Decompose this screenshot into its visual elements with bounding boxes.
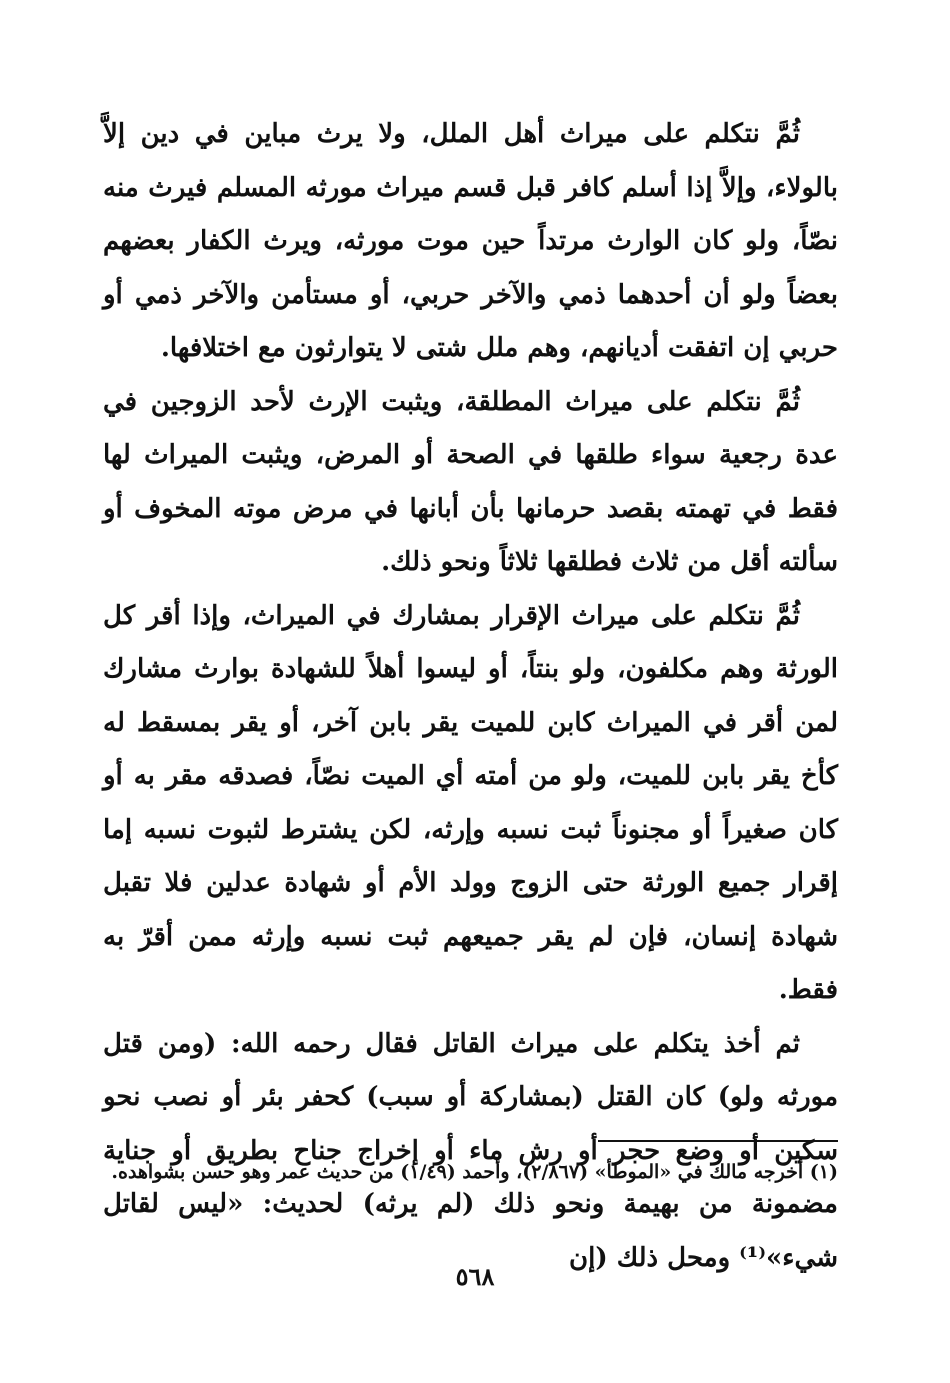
footnote-divider: [598, 1140, 838, 1142]
main-text: [103, 108, 838, 1285]
page-number: ٥٦٨: [455, 1262, 495, 1291]
footnote: (١) أخرجه مالك في «الموطأ» (٢/٨٦٧)، وأحمد (١/٤٩) من حديث عمر وهو حسن بشواهده.: [111, 1161, 838, 1183]
paragraph-acknowledgment-inheritance: ثُمَّ نتكلم على ميراث الإقرار بمشارك في الميراث، وإذا أقر كل الورثة وهم مكلفون، ولو بنتاً، أو ليسوا أهلاً للشهادة بوارث مشارك لمن أقر في الميراث كابن للميت يقر بابن آخر، أو يقر بمسقط له كأخ يقر بابن للميت، ولو من أمته أي الميت نصّاً، فصدقه مقر به أو كان صغيراً أو مجنوناً ثبت نسبه وإرثه، لكن يشترط لثبوت نسبه إما إقرار جميع الورثة حتى الزوج وولد الأم أو شهادة عدلين فلا تقبل شهادة إنسان، فإن لم يقر جميعهم ثبت نسبه وإرثه ممن أقرّ به فقط.: [103, 600, 838, 1005]
paragraph-divorced-inheritance: ثُمَّ نتكلم على ميراث المطلقة، ويثبت الإرث لأحد الزوجين في عدة رجعية سواء طلقها في الصحة أو المرض، ويثبت الميراث لها فقط في تهمته بقصد حرمانها بأن أبانها في مرض موته المخوف أو سألته أقل من ثلاث فطلقها ثلاثاً ونحو ذلك.: [103, 386, 838, 577]
paragraph-inheritance-religions: ثُمَّ نتكلم على ميراث أهل الملل، ولا يرث مباين في دين إلاَّ بالولاء، وإلاَّ إذا أسلم كافر قبل قسم ميراث مورثه المسلم فيرث منه نصّاً، ولو كان الوارث مرتداً حين موت مورثه، ويرث الكفار بعضهم بعضاً ولو أن أحدهما ذمي والآخر حربي، أو مستأمن والآخر ذمي أو حربي إن اتفقت أديانهم، وهم ملل شتى لا يتوارثون مع اختلافها.: [103, 119, 838, 363]
paragraph-killer-inheritance: ثم أخذ يتكلم على ميراث القاتل فقال رحمه الله: (ومن قتل مورثه ولو) كان القتل (بمشاركة أو سبب) كحفر بئر أو نصب نحو سكين أو وضع حجر أو رش ماء أو إخراج جناح بطريق أو جناية مضمونة من بهيمة ونحو ذلك (لم يرثه) لحديث: «ليس لقاتل شيء»⁽¹⁾ ومحل ذلك (إن: [103, 1028, 838, 1273]
